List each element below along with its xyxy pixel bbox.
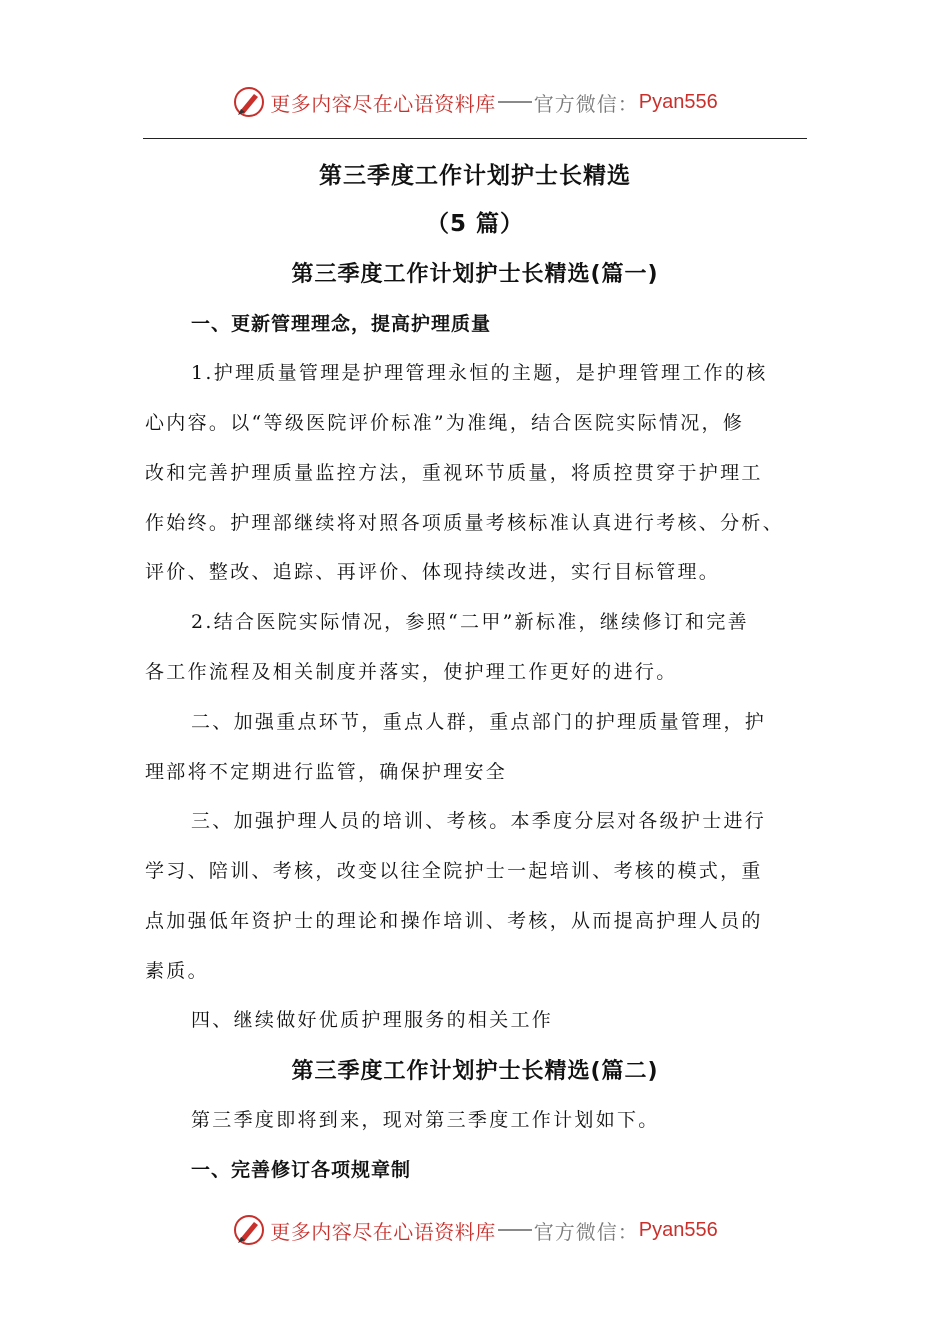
banner-text: 更多内容尽在心语资料库 <box>270 1219 496 1244</box>
banner-separator <box>498 1229 532 1231</box>
paragraph-line: 作始终。护理部继续将对照各项质量考核标准认真进行考核、分析、 <box>145 512 785 534</box>
paragraph-line: 三、加强护理人员的培训、考核。本季度分层对各级护士进行 <box>191 810 767 832</box>
banner-text: 更多内容尽在心语资料库 <box>270 91 496 116</box>
paragraph-line: 第三季度即将到来，现对第三季度工作计划如下。 <box>191 1109 660 1131</box>
document-title: 第三季度工作计划护士长精选 <box>319 163 631 189</box>
pen-logo-icon <box>232 1213 266 1247</box>
document-subtitle: （5 篇） <box>425 211 524 237</box>
part2-heading: 一、完善修订各项规章制 <box>191 1159 412 1181</box>
paragraph-line: 理部将不定期进行监管，确保护理安全 <box>145 761 508 783</box>
banner-separator <box>498 101 532 103</box>
paragraph-line: 素质。 <box>145 960 209 982</box>
paragraph-line: 学习、陪训、考核，改变以往全院护士一起培训、考核的模式，重 <box>145 860 763 882</box>
banner-wechat-id: Pyan556 <box>638 1218 718 1241</box>
paragraph-line: 评价、整改、追踪、再评价、体现持续改进，实行目标管理。 <box>145 561 721 583</box>
pen-logo-icon <box>232 85 266 119</box>
header-banner <box>0 82 950 122</box>
paragraph-line: 2.结合医院实际情况，参照“二甲”新标准，继续修订和完善 <box>191 611 749 633</box>
header-divider <box>143 138 807 139</box>
banner-wechat-label: 官方微信： <box>533 1219 639 1244</box>
footer-banner <box>0 1210 950 1250</box>
paragraph-line: 各工作流程及相关制度并落实，使护理工作更好的进行。 <box>145 661 678 683</box>
part2-title: 第三季度工作计划护士长精选(篇二) <box>291 1059 659 1084</box>
part1-heading: 一、更新管理理念，提高护理质量 <box>191 313 492 335</box>
paragraph-line: 1.护理质量管理是护理管理永恒的主题，是护理管理工作的核 <box>191 362 768 384</box>
banner-wechat-label: 官方微信： <box>533 91 639 116</box>
paragraph-line: 点加强低年资护士的理论和操作培训、考核，从而提高护理人员的 <box>145 910 763 932</box>
paragraph-line: 二、加强重点环节，重点人群，重点部门的护理质量管理，护 <box>191 711 767 733</box>
paragraph-line: 改和完善护理质量监控方法，重视环节质量，将质控贯穿于护理工 <box>145 462 763 484</box>
banner-wechat-id: Pyan556 <box>638 90 718 113</box>
paragraph-line: 心内容。以“等级医院评价标准”为准绳，结合医院实际情况，修 <box>145 412 745 434</box>
paragraph-line: 四、继续做好优质护理服务的相关工作 <box>191 1009 554 1031</box>
part1-title: 第三季度工作计划护士长精选(篇一) <box>291 262 659 287</box>
